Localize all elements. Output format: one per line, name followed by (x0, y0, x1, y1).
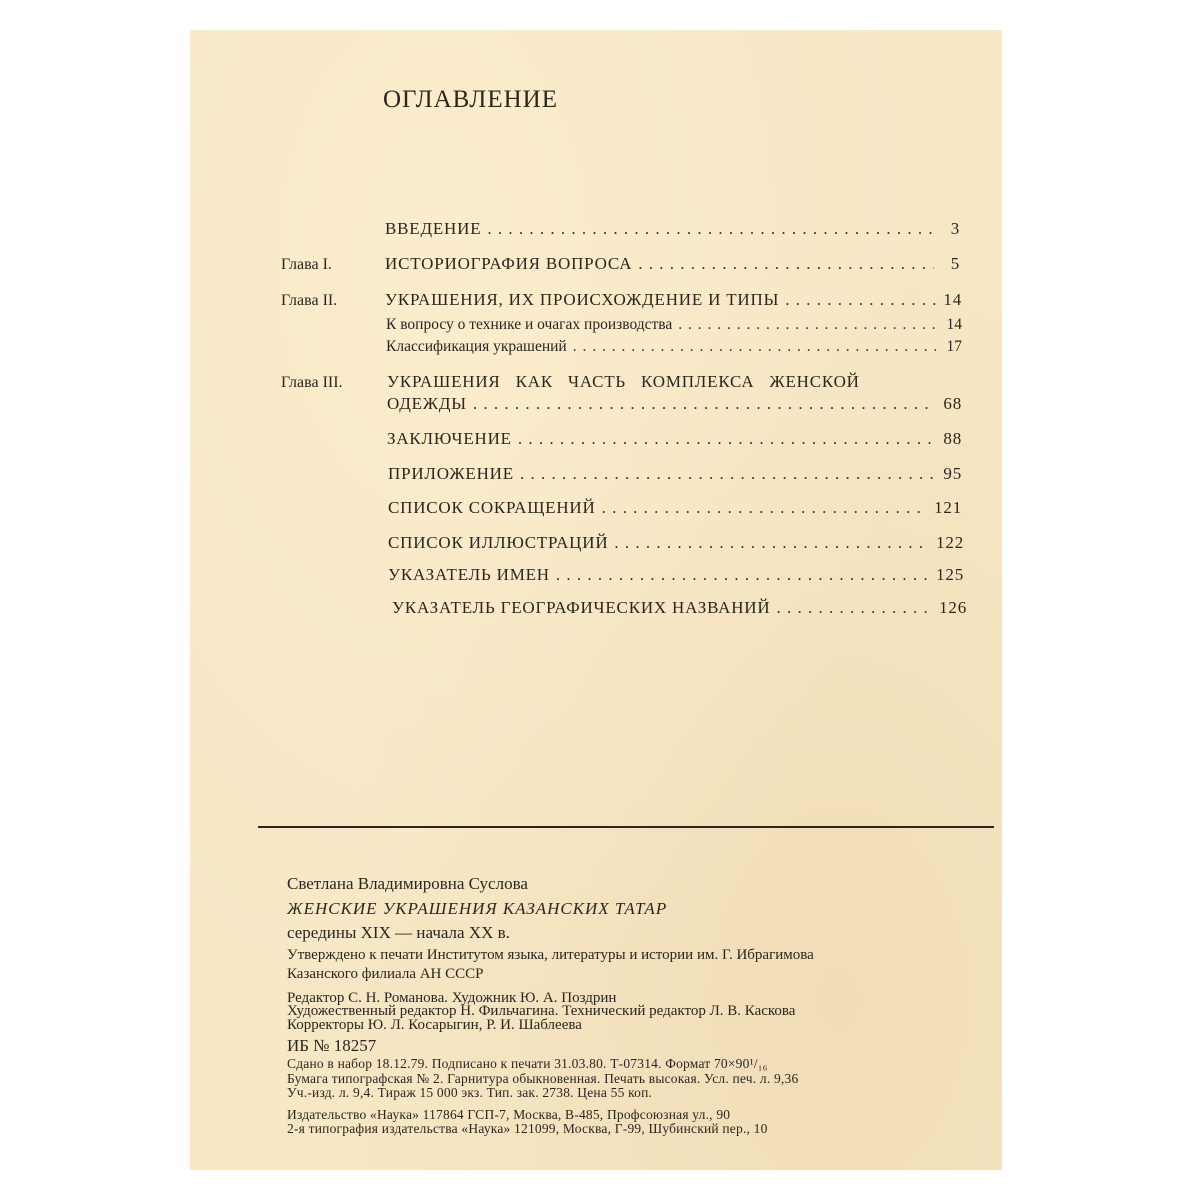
toc-entry-name-index (388, 565, 964, 585)
toc-entry-text: ВВЕДЕНИЕ (385, 219, 482, 238)
imprint-print-line-2: Бумага типографская № 2. Гарнитура обыкновенная. Печать высокая. Усл. печ. л. 9,36 (287, 1071, 799, 1086)
toc-entry-text: УКАЗАТЕЛЬ ИМЕН (388, 565, 550, 584)
toc-entry-text: СПИСОК СОКРАЩЕНИЙ (388, 498, 596, 517)
toc-entry-text: ЗАКЛЮЧЕНИЕ (387, 429, 512, 448)
toc-page-number: 14 (946, 316, 962, 333)
toc-entry-technique (386, 316, 962, 334)
imprint-print-line-1: Сдано в набор 18.12.79. Подписано к печати 31.03.80. Т-07314. Формат 70×90¹/₁₆ (287, 1056, 768, 1071)
toc-entry-text: Классификация украшений (386, 338, 567, 355)
toc-page-number: 5 (950, 254, 960, 273)
toc-page-number: 88 (943, 429, 962, 448)
imprint-publisher-line-1: Издательство «Наука» 117864 ГСП-7, Москва, В-485, Профсоюзная ул., 90 (287, 1107, 731, 1122)
toc-title: ОГЛАВЛЕНИЕ (383, 86, 558, 113)
toc-page-number: 125 (936, 565, 964, 584)
toc-entry-ornaments-origin (385, 290, 962, 310)
imprint-editors-line-1: Редактор С. Н. Романова. Художник Ю. А. Поздрин (287, 990, 617, 1006)
dot-leader (473, 394, 936, 414)
imprint-publisher-line-2: 2-я типография издательства «Наука» 121099, Москва, Г-99, Шубинский пер., 10 (287, 1121, 768, 1136)
imprint-editors-line-3: Корректоры Ю. Л. Косарыгин, Р. И. Шаблеева (287, 1017, 582, 1033)
toc-page-number: 14 (943, 290, 962, 309)
toc-page-number: 17 (946, 338, 962, 355)
chapter-label: Глава II. (281, 292, 338, 309)
imprint-ib-number: ИБ № 18257 (287, 1036, 377, 1055)
toc-entry-introduction (385, 219, 960, 239)
toc-entry-geographic-index (392, 598, 967, 618)
toc-page-number: 95 (943, 464, 962, 483)
toc-entry-text: УКРАШЕНИЯ КАК ЧАСТЬ КОМПЛЕКСА ЖЕНСКОЙ (387, 372, 860, 391)
dot-leader (518, 429, 936, 449)
imprint-print-line-3: Уч.-изд. л. 9,4. Тираж 15 000 экз. Тип. зак. 2738. Цена 55 коп. (287, 1085, 653, 1100)
toc-entry-historiography (385, 254, 960, 274)
toc-page-number: 126 (939, 598, 967, 617)
chapter-label: Глава I. (281, 256, 332, 273)
toc-entry-text: УКАЗАТЕЛЬ ГЕОГРАФИЧЕСКИХ НАЗВАНИЙ (392, 598, 771, 617)
toc-page-number: 68 (943, 394, 962, 413)
toc-entry-conclusion (387, 429, 962, 449)
imprint-author: Светлана Владимировна Суслова (287, 874, 528, 893)
dot-leader (614, 533, 930, 553)
toc-entry-clothing-complex (387, 394, 962, 414)
toc-entry-classification (386, 338, 962, 356)
dot-leader (638, 254, 934, 274)
dot-leader (573, 338, 936, 356)
imprint-book-title: ЖЕНСКИЕ УКРАШЕНИЯ КАЗАНСКИХ ТАТАР (287, 899, 668, 918)
section-divider (258, 826, 994, 828)
toc-entry-text: ПРИЛОЖЕНИЕ (388, 464, 514, 483)
dot-leader (602, 498, 929, 518)
toc-page-number: 122 (936, 533, 964, 552)
dot-leader (487, 219, 934, 239)
toc-entry-abbreviations (388, 498, 962, 518)
dot-leader (785, 290, 936, 310)
dot-leader (678, 316, 936, 334)
toc-entry-text: К вопросу о технике и очагах производства (386, 316, 673, 333)
toc-entry-text: УКРАШЕНИЯ, ИХ ПРОИСХОЖДЕНИЕ И ТИПЫ (385, 290, 780, 309)
toc-entry-text: ИСТОРИОГРАФИЯ ВОПРОСА (385, 254, 633, 273)
imprint-editors-line-2: Художественный редактор Н. Фильчагина. Технический редактор Л. В. Каскова (287, 1003, 796, 1019)
toc-page-number: 3 (950, 219, 960, 238)
toc-entry-text-continued: ОДЕЖДЫ (387, 394, 467, 413)
imprint-approved-line-1: Утверждено к печати Институтом языка, литературы и истории им. Г. Ибрагимова (287, 947, 814, 963)
toc-entry-illustrations (388, 533, 964, 553)
chapter-label: Глава III. (281, 374, 343, 391)
dot-leader (776, 598, 933, 618)
toc-page-number: 121 (934, 498, 962, 517)
toc-entry-appendix (388, 464, 962, 484)
dot-leader (520, 464, 936, 484)
imprint-approved-line-2: Казанского филиала АН СССР (287, 966, 484, 982)
toc-entry-text: СПИСОК ИЛЛЮСТРАЦИЙ (388, 533, 609, 552)
dot-leader (556, 565, 930, 585)
imprint-subtitle: середины XIX — начала XX в. (287, 923, 510, 942)
